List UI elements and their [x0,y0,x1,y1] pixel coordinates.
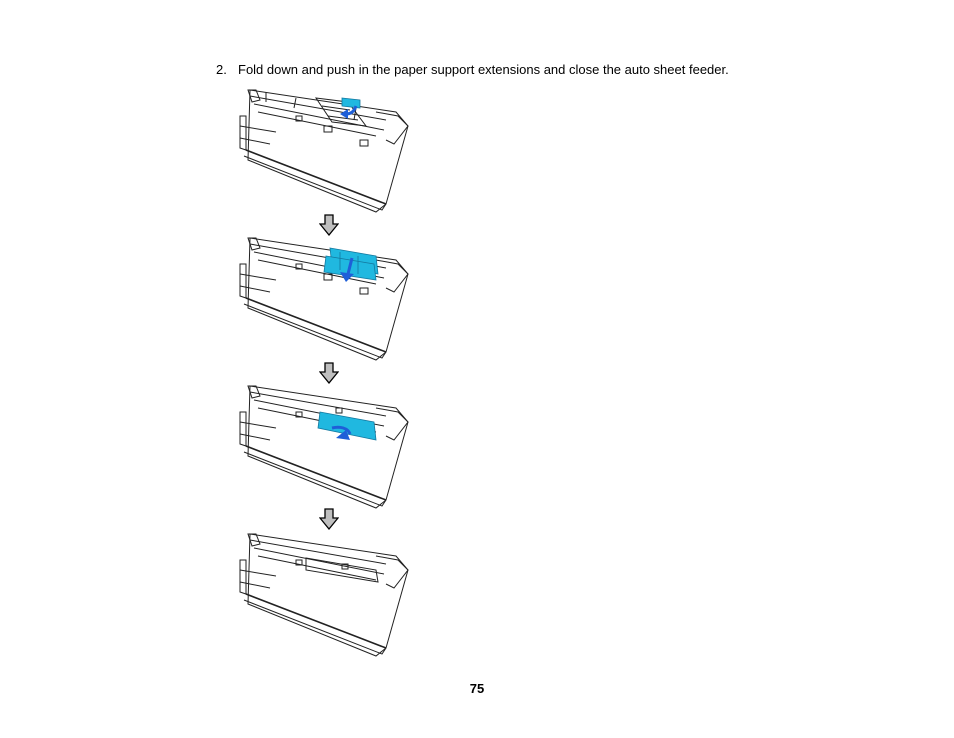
highlight-support [318,412,376,440]
step-number: 2. [216,62,227,77]
down-arrow-icon [319,214,339,236]
step-text: Fold down and push in the paper support extensions and close the auto sheet feeder. [238,62,729,77]
printer-illustration-4 [236,530,416,660]
down-arrow-icon [319,508,339,530]
instruction-step [216,62,729,78]
printer-illustration-2 [236,234,416,364]
down-arrow-icon [319,362,339,384]
printer-illustration-3 [236,382,416,512]
page-number: 75 [469,681,485,696]
printer-illustration-1 [236,86,416,216]
